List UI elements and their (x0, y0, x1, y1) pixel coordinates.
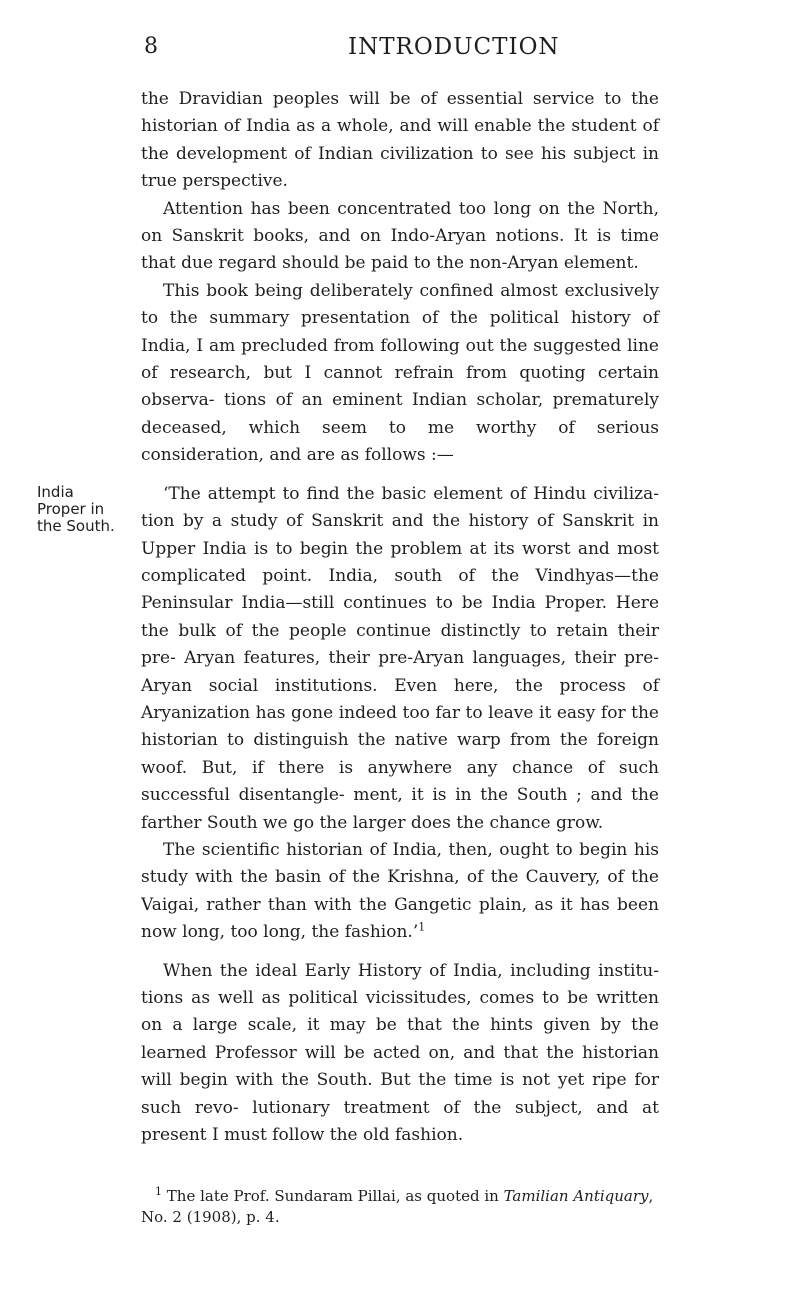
footnote-citation: , No. 2 (1908), p. 4. (141, 1187, 654, 1226)
body-text (141, 86, 659, 1149)
quotation-paragraph-end (141, 837, 659, 947)
footnote-journal: Tamilian Antiquary (503, 1187, 649, 1205)
page-number: 8 (144, 34, 158, 59)
quotation-text: The scientific historian of India, then, ought to begin his study with the basin of the Krishna, of the Cauvery, of the Vaigai, rather than with the Gangetic plain, as it has been now long, too long, the fashion.’ (141, 839, 659, 943)
margin-note-line: Proper in (37, 500, 105, 518)
paragraph-attention: Attention has been concentrated too long on the North, on Sanskrit books, and on Indo-Aryan notions. It is time that due regard should be paid to the non-Aryan element. (141, 198, 659, 274)
footnote-marker: 1 (155, 1185, 162, 1198)
paragraph-this-book: This book being deliberately confined almost exclusively to the summary presentation of the political history of India, I am precluded from following out the suggested line of research, but I cannot refrain from quoting certain observa- tions of an eminent Indian scholar, prematurely deceased, which seem to me worthy of serious consideration, and are as follows :— (141, 280, 659, 466)
running-head: INTRODUCTION (348, 34, 560, 60)
quotation-paragraph: ‘The attempt to find the basic element of Hindu civiliza- tion by a study of Sanskrit and the history of Sanskrit in Upper India is to begin the problem at its worst and most complicated point. India, south of the Vindhyas—the Peninsular India—still continues to be India Proper. Here the bulk of the people continue distinctly to retain their pre- Aryan features, their pre-Aryan languages, their pre-Aryan social institutions. Even here, the process of Aryanization has gone indeed too far to leave it easy for the historian to distinguish the native warp from the foreign woof. But, if there is anywhere any chance of such successful disentangle- ment, it is in the South ; and the farther South we go the larger does the chance grow. (141, 483, 659, 833)
footnote-text: The late Prof. Sundaram Pillai, as quoted in (166, 1187, 499, 1205)
paragraph-continuation: the Dravidian peoples will be of essential service to the historian of India as a whole, and will enable the student of the development of Indian civilization to see his subject in true perspective. (141, 89, 659, 192)
margin-note-line: India (37, 483, 74, 501)
footnote (141, 1186, 659, 1228)
footnote-reference: 1 (418, 920, 426, 934)
paragraph-when-ideal: When the ideal Early History of India, including institu- tions as well as political vicissitudes, comes to be written on a large scale, it may be that the hints given by the learned Professor will be acted on, and that the historian will begin with the South. But the time is not yet ripe for such revo- lutionary treatment of the subject, and at present I must follow the old fashion. (141, 960, 659, 1146)
page-header (120, 34, 650, 64)
margin-note-line: the South. (37, 517, 115, 535)
margin-note (37, 484, 137, 535)
